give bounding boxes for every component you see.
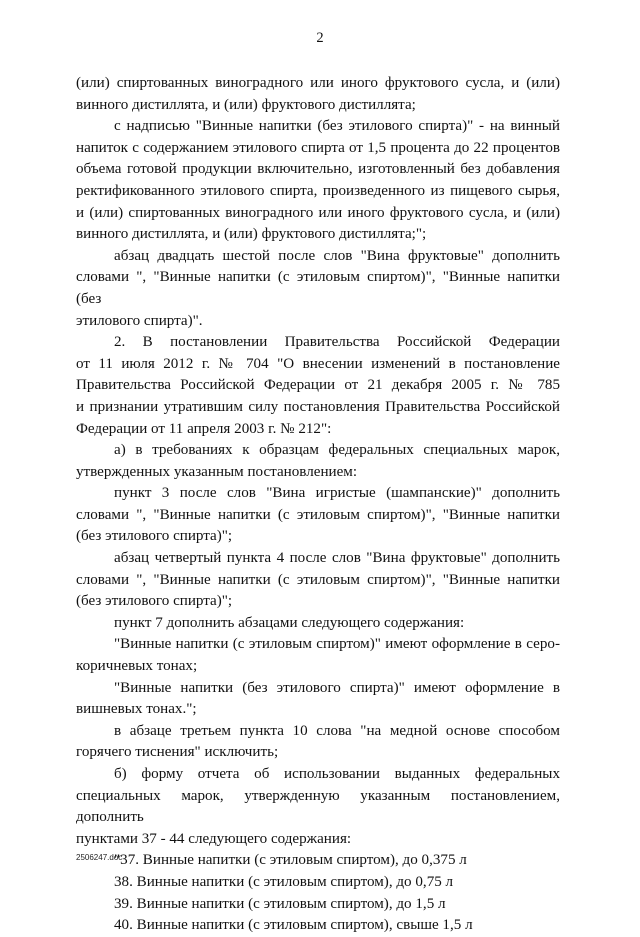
text-line: и признании утратившим силу постановления Правительства Российской: [76, 398, 560, 415]
page-number: 2: [316, 30, 324, 46]
text-line: Федерации от 11 апреля 2003 г. № 212":: [76, 420, 332, 437]
text-line: вишневых тонах.";: [76, 701, 197, 718]
document-filename: 2506247.doc: [76, 853, 123, 862]
text-line: пункт 7 дополнить абзацами следующего содержания:: [114, 614, 465, 631]
list-container: [76, 850, 560, 936]
text-line: словами ", "Винные напитки (с этиловым спиртом)", "Винные напитки: [76, 571, 560, 588]
text-line: (без этилового спирта)";: [76, 528, 233, 545]
text-line: ректификованного этилового спирта, произведенного из пищевого сырья,: [76, 182, 560, 199]
text-line: от 11 июля 2012 г. № 704 "О внесении изменений в постановление: [76, 355, 560, 372]
paragraph: [76, 73, 560, 116]
paragraphs-container: [76, 73, 560, 850]
list-item: "37. Винные напитки (с этиловым спиртом), до 0,375 л: [114, 852, 467, 869]
paragraph: [76, 634, 560, 677]
text-line: словами ", "Винные напитки (с этиловым спиртом)", "Винные напитки: [76, 506, 560, 523]
text-line: абзац двадцать шестой после слов "Вина фруктовые" дополнить: [114, 247, 560, 264]
text-line: пунктами 37 - 44 следующего содержания:: [76, 830, 352, 847]
list-item: 38. Винные напитки (с этиловым спиртом), до 0,75 л: [114, 873, 454, 890]
text-line: "Винные напитки (с этиловым спиртом)" имеют оформление в серо-: [114, 636, 560, 653]
text-line: этилового спирта)".: [76, 312, 203, 329]
paragraph: [76, 678, 560, 721]
text-line: "Винные напитки (без этилового спирта)" имеют оформление в: [114, 679, 560, 696]
text-line: с надписью "Винные напитки (без этилового спирта)" - на винный: [114, 118, 560, 135]
paragraph: [76, 764, 560, 850]
paragraph: [76, 613, 560, 635]
list-item: 39. Винные напитки (с этиловым спиртом), до 1,5 л: [114, 895, 446, 912]
paragraph: [76, 548, 560, 613]
paragraph: [76, 246, 560, 332]
text-line: специальных марок, утвержденную указанным постановлением, дополнить: [76, 787, 560, 826]
list-item: 40. Винные напитки (с этиловым спиртом), свыше 1,5 л: [114, 917, 473, 934]
text-line: напиток с содержанием этилового спирта от 1,5 процента до 22 процентов: [76, 139, 560, 156]
text-line: винного дистиллята, и (или) фруктового дистиллята;: [76, 96, 416, 113]
text-line: в абзаце третьем пункта 10 слова "на медной основе способом: [114, 722, 560, 739]
text-line: объема готовой продукции включительно, изготовленный без добавления: [76, 161, 560, 178]
text-line: коричневых тонах;: [76, 658, 198, 675]
text-line: утвержденных указанным постановлением:: [76, 463, 358, 480]
text-line: Правительства Российской Федерации от 21 декабря 2005 г. № 785: [76, 377, 560, 394]
text-line: пункт 3 после слов "Вина игристые (шампанские)" дополнить: [114, 485, 560, 502]
paragraph: [76, 721, 560, 764]
paragraph: [76, 116, 560, 246]
text-line: а) в требованиях к образцам федеральных специальных марок,: [114, 442, 560, 459]
document-body: [76, 73, 560, 937]
text-line: словами ", "Винные напитки (с этиловым спиртом)", "Винные напитки (без: [76, 269, 560, 307]
paragraph: [76, 483, 560, 548]
text-line: горячего тиснения" исключить;: [76, 744, 279, 761]
text-line: (без этилового спирта)";: [76, 593, 233, 610]
text-line: абзац четвертый пункта 4 после слов "Вина фруктовые" дополнить: [114, 550, 560, 567]
text-line: 2. В постановлении Правительства Российской Федерации: [114, 334, 560, 351]
text-line: б) форму отчета об использовании выданных федеральных: [114, 766, 560, 782]
paragraph: [76, 332, 560, 440]
text-line: винного дистиллята, и (или) фруктового дистиллята;";: [76, 226, 427, 243]
text-line: и (или) спиртованных виноградного или иного фруктового сусла, и (или): [76, 204, 560, 221]
text-line: (или) спиртованных виноградного или иного фруктового сусла, и (или): [76, 75, 560, 91]
paragraph: [76, 440, 560, 483]
